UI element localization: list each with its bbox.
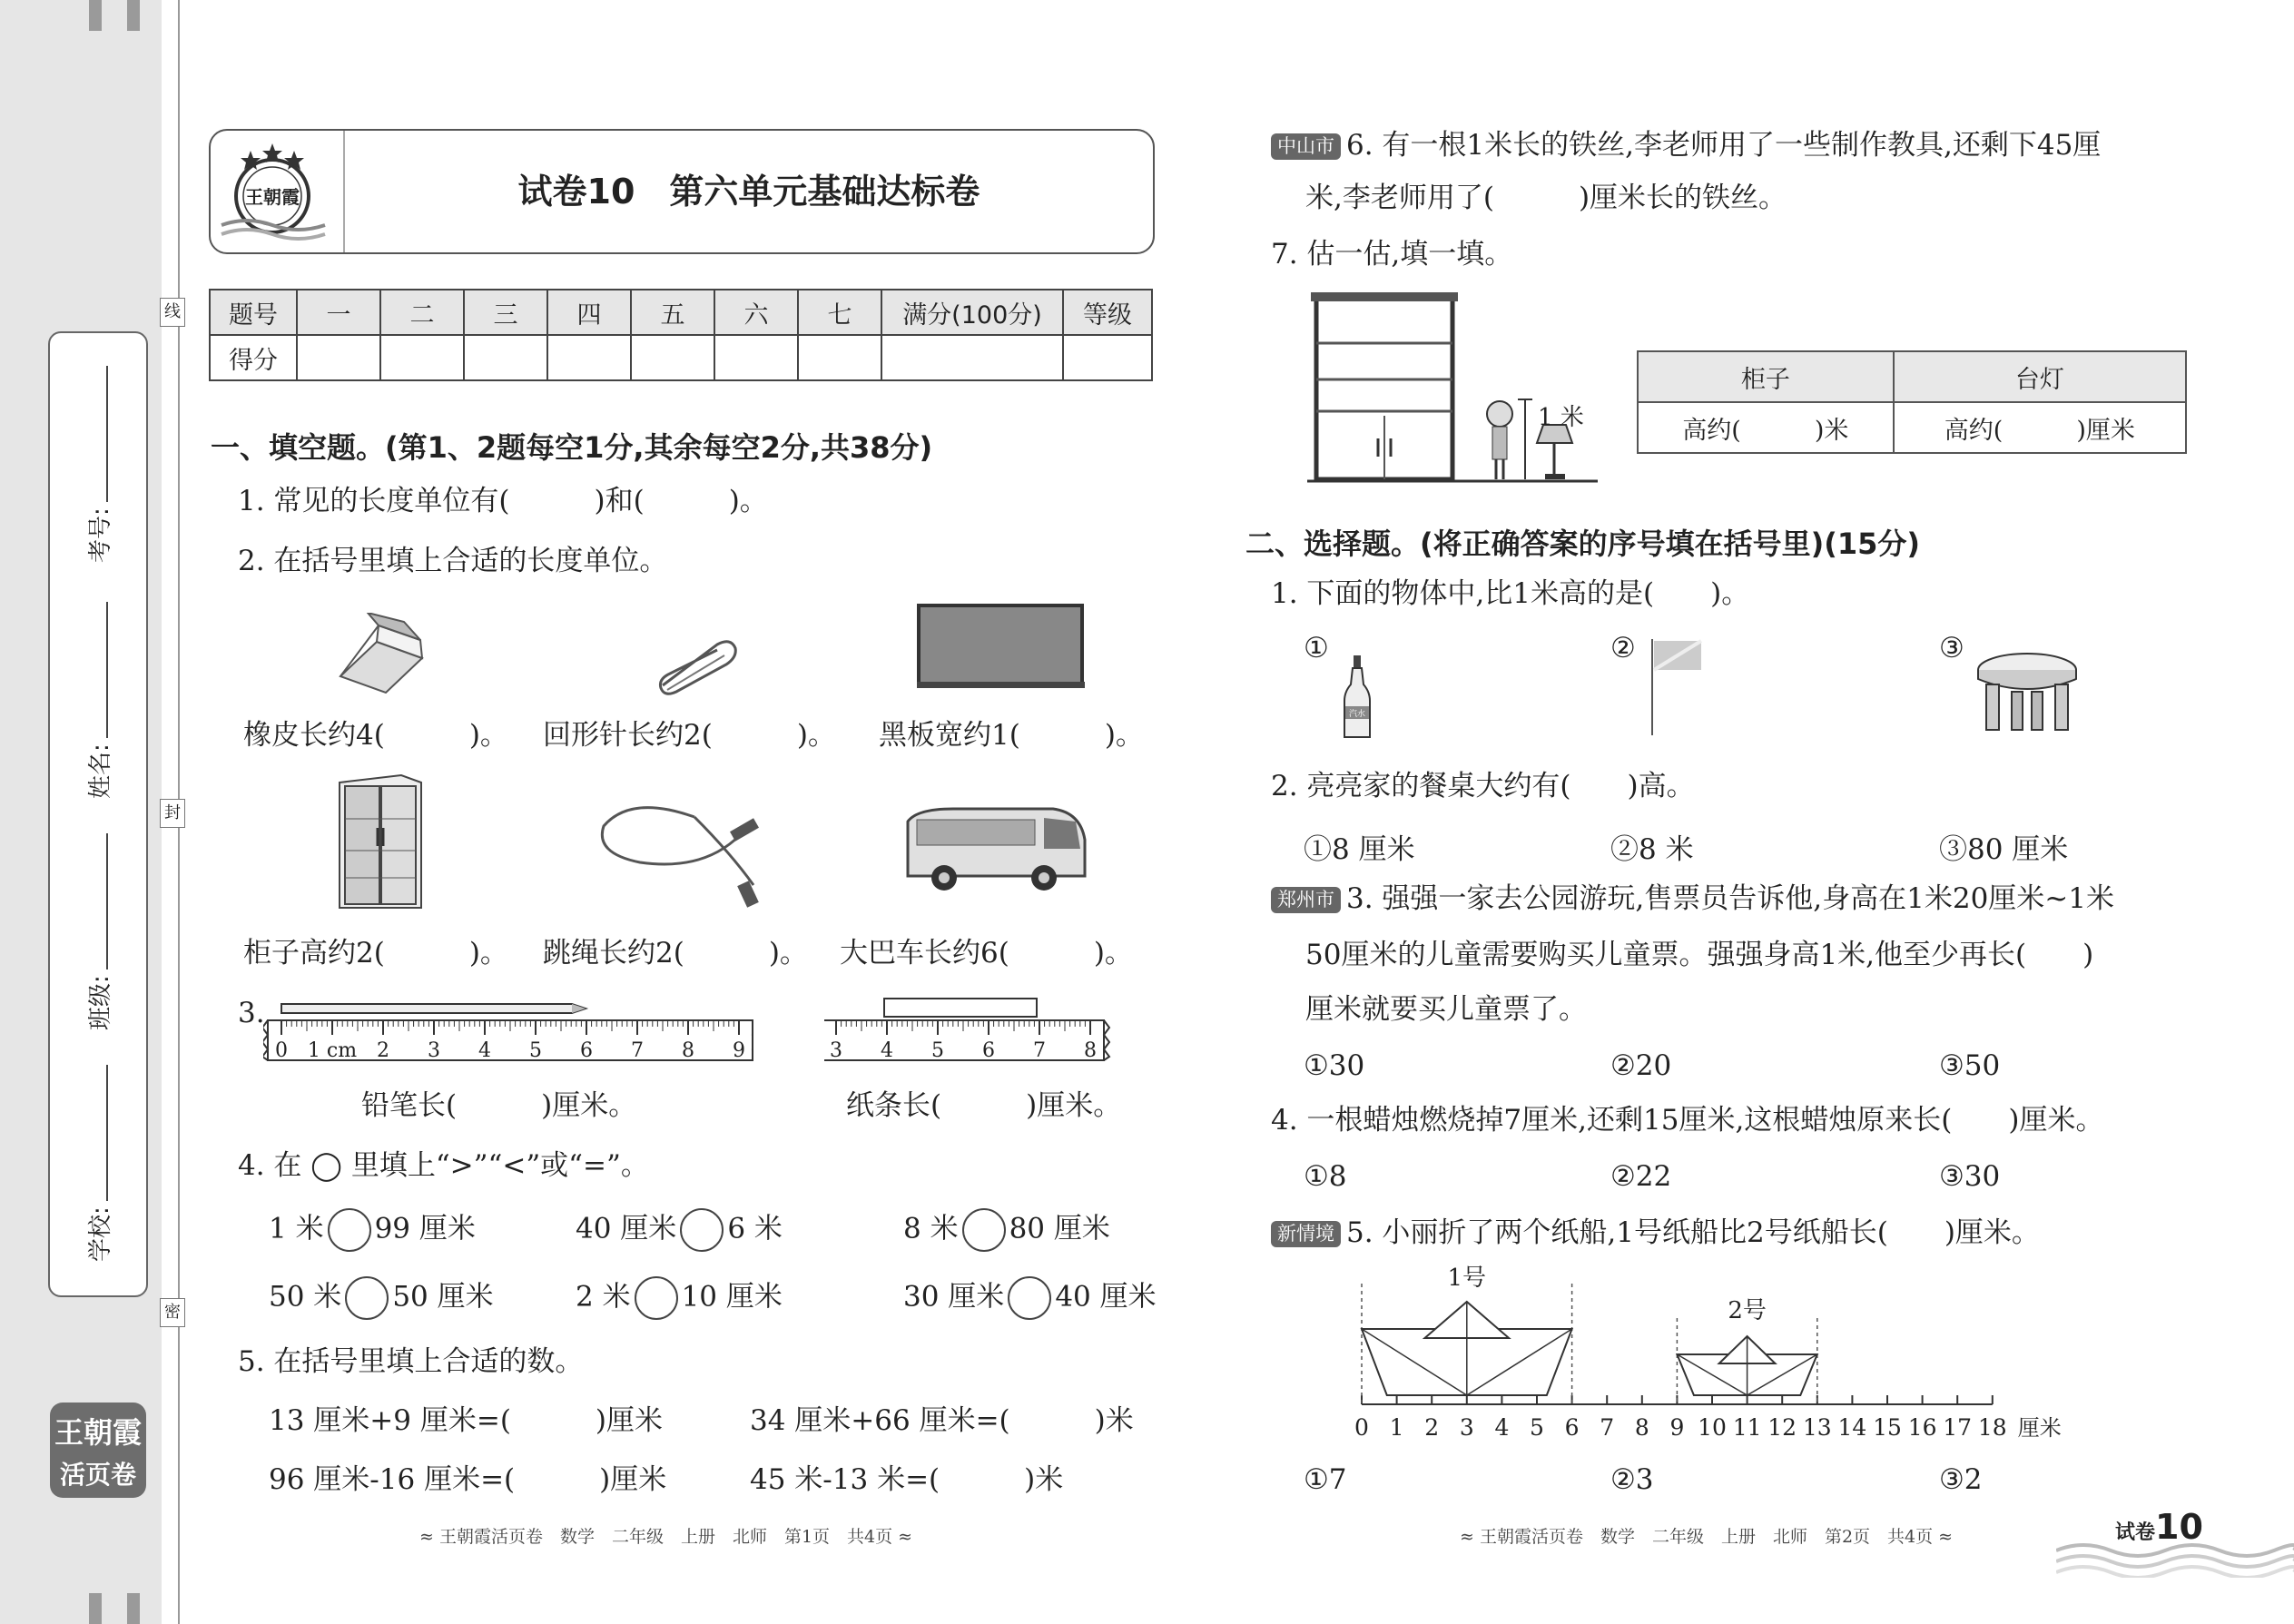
scale-tick-label: 11 xyxy=(1732,1414,1762,1441)
compare-circle[interactable] xyxy=(1008,1276,1051,1320)
s2-q3-region-tag: 郑州市 xyxy=(1271,887,1341,913)
score-header: 四 xyxy=(547,290,631,335)
scale-tick-label: 13 xyxy=(1802,1414,1832,1441)
q2-jump-rope: 跳绳长约2( )。 xyxy=(543,937,808,969)
ruler-1 xyxy=(263,1020,753,1062)
scale-tick-label: 10 xyxy=(1698,1414,1727,1441)
q4-right: 80 厘米 xyxy=(1009,1212,1110,1245)
ruler-tick-label: 7 xyxy=(1033,1039,1046,1062)
s2-q4-opt3[interactable]: ③30 xyxy=(1939,1160,2001,1193)
s2-q3-opt2[interactable]: ②20 xyxy=(1610,1049,1672,1082)
q5-item: 13 厘米+9 厘米=( )厘米 xyxy=(269,1404,664,1437)
ruler-tick-label: 2 xyxy=(377,1039,389,1062)
footer-left: ≈ 王朝霞活页卷 数学 二年级 上册 北师 第1页 共4页 ≈ xyxy=(419,1527,913,1547)
scale-tick-label: 1 xyxy=(1389,1414,1404,1441)
q4-item xyxy=(269,1276,494,1320)
ruler-tick-label: 0 xyxy=(275,1039,288,1062)
ruler-tick-label: 9 xyxy=(733,1039,745,1062)
estimate-header: 台灯 xyxy=(1894,351,2186,402)
score-cell[interactable] xyxy=(1063,335,1152,380)
q4-right: 50 厘米 xyxy=(392,1280,494,1314)
s2-q1-opt2[interactable]: ② xyxy=(1610,632,1636,664)
bottom-bar-1 xyxy=(89,1593,102,1624)
scale-tick-label: 15 xyxy=(1873,1414,1902,1441)
logo-icon xyxy=(220,138,338,245)
score-table xyxy=(209,289,1153,381)
score-cell[interactable] xyxy=(714,335,798,380)
s2-q3-opt3[interactable]: ③50 xyxy=(1939,1049,2001,1082)
number-label: 考号: xyxy=(87,507,114,563)
name-field[interactable] xyxy=(82,602,115,799)
q4-left: 40 厘米 xyxy=(576,1212,677,1245)
boat-1-icon xyxy=(1362,1284,1572,1404)
scale-label: 1 米 xyxy=(1538,404,1584,431)
estimate-cell[interactable]: 高约( )米 xyxy=(1638,402,1894,453)
q4-right: 6 米 xyxy=(727,1212,783,1245)
flag-icon xyxy=(1649,637,1703,737)
score-cell[interactable] xyxy=(464,335,547,380)
logo-text: 王朝霞 xyxy=(245,186,300,208)
q4-item xyxy=(269,1208,476,1252)
q4-right: 10 厘米 xyxy=(681,1280,783,1314)
s2-q1-opt3[interactable]: ③ xyxy=(1939,632,1964,664)
s2-q5-opt2[interactable]: ②3 xyxy=(1610,1463,1654,1496)
scale-unit: 厘米 xyxy=(2017,1415,2062,1441)
bus-icon xyxy=(899,803,1089,894)
s2-q4-opt2[interactable]: ②22 xyxy=(1610,1160,1672,1193)
s2-q1-text: 1. 下面的物体中,比1米高的是( )。 xyxy=(1271,577,1750,610)
score-header: 六 xyxy=(714,290,798,335)
ruler-tick-label: 6 xyxy=(580,1039,593,1062)
bottle-label: 汽水 xyxy=(1348,710,1366,719)
top-bar-1 xyxy=(89,0,102,31)
s2-q5-line xyxy=(1271,1216,2040,1250)
seal-char-xian: 线 xyxy=(160,298,185,327)
q4-left: 50 米 xyxy=(269,1280,342,1314)
title-box xyxy=(209,129,1155,254)
bottle-icon xyxy=(1339,654,1375,740)
q3-paper-answer: 纸条长( )厘米。 xyxy=(846,1089,1122,1122)
s2-q3-line2: 50厘米的儿童需要购买儿童票。强强身高1米,他至少再长( ) xyxy=(1305,939,2094,971)
school-label: 学校: xyxy=(87,1206,114,1262)
q4-left: 2 米 xyxy=(576,1280,631,1314)
estimate-cell[interactable]: 高约( )厘米 xyxy=(1894,402,2186,453)
q5-text: 5. 在括号里填上合适的数。 xyxy=(238,1345,584,1378)
s2-q3-line1 xyxy=(1271,882,2114,916)
scale-tick-label: 6 xyxy=(1564,1414,1580,1441)
s2-q2-opt1[interactable]: ①8 厘米 xyxy=(1304,833,1415,866)
boat-2-icon xyxy=(1677,1318,1816,1404)
s2-q4-text: 4. 一根蜡烛燃烧掉7厘米,还剩15厘米,这根蜡烛原来长( )厘米。 xyxy=(1271,1104,2104,1137)
ruler-tick-label: 4 xyxy=(881,1039,893,1062)
scale-tick-label: 12 xyxy=(1767,1414,1797,1441)
brand-badge-line1: 王朝霞 xyxy=(54,1415,142,1450)
compare-circle[interactable] xyxy=(962,1208,1006,1252)
q4-item xyxy=(576,1208,783,1252)
s2-q4-opt1[interactable]: ①8 xyxy=(1304,1160,1347,1193)
estimate-header: 柜子 xyxy=(1638,351,1894,402)
score-header: 等级 xyxy=(1063,290,1152,335)
score-cell[interactable] xyxy=(547,335,631,380)
q4-left: 8 米 xyxy=(903,1212,959,1245)
paperclip-icon xyxy=(654,635,744,699)
ruler-1-figure xyxy=(263,997,753,1069)
boat-scale-figure xyxy=(1344,1264,2106,1443)
top-bar-2 xyxy=(127,0,140,31)
section2-title: 二、选择题。(将正确答案的序号填在括号里)(15分) xyxy=(1245,527,1921,561)
s2-q3-text: 3. 强强一家去公园游玩,售票员告诉他,身高在1米20厘米~1米 xyxy=(1346,882,2115,915)
q4-right: 40 厘米 xyxy=(1055,1280,1157,1314)
compare-circle[interactable] xyxy=(345,1276,389,1320)
s2-q3-opt1[interactable]: ①30 xyxy=(1304,1049,1365,1082)
score-header: 七 xyxy=(798,290,881,335)
jump-rope-icon xyxy=(595,799,767,908)
q6-line1 xyxy=(1271,129,2101,162)
girl-head xyxy=(1487,401,1512,427)
school-field[interactable] xyxy=(82,1065,115,1262)
q5-item: 45 米-13 米=( )米 xyxy=(750,1463,1064,1496)
ruler-tick-label: 5 xyxy=(931,1039,944,1062)
scale-tick-label: 5 xyxy=(1530,1414,1544,1441)
score-cell[interactable] xyxy=(881,335,1063,380)
score-header: 满分(100分) xyxy=(881,290,1063,335)
q2-cabinet: 柜子高约2( )。 xyxy=(243,937,508,969)
pencil-icon xyxy=(281,1004,586,1013)
q5-item: 96 厘米-16 厘米=( )厘米 xyxy=(269,1463,667,1496)
ruler-tick-label: 6 xyxy=(982,1039,995,1062)
q2-bus: 大巴车长约6( )。 xyxy=(840,937,1133,969)
girl-body xyxy=(1492,427,1507,459)
paper-label: 试卷 xyxy=(2115,1521,2156,1544)
score-cell[interactable] xyxy=(798,335,881,380)
seal-char-mi: 密 xyxy=(160,1298,185,1327)
q4-text: 4. 在 ◯ 里填上“>”“<”或“=”。 xyxy=(238,1149,649,1182)
q2-eraser: 橡皮长约4( )。 xyxy=(243,719,508,752)
brand-badge xyxy=(50,1403,146,1498)
bottom-bar-2 xyxy=(127,1593,140,1624)
q6-region-tag: 中山市 xyxy=(1271,133,1341,160)
score-header: 题号 xyxy=(210,290,297,335)
ruler-tick-label: 3 xyxy=(428,1039,440,1062)
s2-q2-opt3[interactable]: ③80 厘米 xyxy=(1939,833,2069,866)
ruler-tick-label: 1 cm xyxy=(307,1039,358,1062)
q4-item xyxy=(903,1276,1157,1320)
brand-badge-line2: 活页卷 xyxy=(59,1460,136,1490)
compare-circle[interactable] xyxy=(680,1208,724,1252)
name-label: 姓名: xyxy=(87,743,114,799)
q3-pencil-answer: 铅笔长( )厘米。 xyxy=(361,1089,637,1122)
scale-tick-label: 3 xyxy=(1459,1414,1474,1441)
scale-tick-label: 7 xyxy=(1600,1414,1615,1441)
q3-number: 3. xyxy=(238,997,265,1029)
score-cell[interactable] xyxy=(297,335,380,380)
s2-q5-opt1[interactable]: ①7 xyxy=(1304,1463,1347,1496)
score-row-label: 得分 xyxy=(210,335,297,380)
q4-right: 99 厘米 xyxy=(374,1212,476,1245)
score-cell[interactable] xyxy=(631,335,714,380)
class-field[interactable] xyxy=(82,833,115,1030)
cabinet-icon xyxy=(338,773,424,910)
eraser-icon xyxy=(331,613,431,704)
scale-tick-label: 18 xyxy=(1977,1414,2007,1441)
paper-strip xyxy=(884,999,1037,1017)
compare-circle[interactable] xyxy=(328,1208,371,1252)
seal-char-feng: 封 xyxy=(160,799,185,828)
boat-1-label: 1号 xyxy=(1447,1265,1487,1292)
scale-tick-label: 14 xyxy=(1837,1414,1867,1441)
compare-circle[interactable] xyxy=(635,1276,678,1320)
q4-left: 30 厘米 xyxy=(903,1280,1005,1314)
class-label: 班级: xyxy=(87,975,114,1030)
paper-number: 10 xyxy=(2155,1507,2203,1547)
q2-blackboard: 黑板宽约1( )。 xyxy=(879,719,1144,752)
scale-tick-label: 8 xyxy=(1634,1414,1649,1441)
scale-tick-label: 9 xyxy=(1669,1414,1685,1441)
q1-text: 1. 常见的长度单位有( )和( )。 xyxy=(238,485,768,517)
score-row xyxy=(210,335,1152,380)
ruler-tick-label: 4 xyxy=(478,1039,491,1062)
ruler-tick-label: 3 xyxy=(830,1039,842,1062)
boat-2-label: 2号 xyxy=(1728,1297,1767,1324)
score-header-row xyxy=(210,290,1152,335)
s2-q2-opt2[interactable]: ②8 米 xyxy=(1610,833,1694,866)
q2-paperclip: 回形针长约2( )。 xyxy=(543,719,836,752)
page-title: 试卷10 第六单元基础达标卷 xyxy=(517,172,980,212)
ruler-tick-label: 8 xyxy=(1084,1039,1097,1062)
q4-item xyxy=(903,1208,1110,1252)
s2-q1-opt1[interactable]: ① xyxy=(1304,632,1329,664)
ruler-tick-label: 8 xyxy=(682,1039,694,1062)
q6-line2: 米,李老师用了( )厘米长的铁丝。 xyxy=(1305,182,1787,214)
stool-icon xyxy=(1975,645,2080,735)
score-header: 五 xyxy=(631,290,714,335)
ruler-tick-label: 5 xyxy=(529,1039,542,1062)
s2-q5-context-tag: 新情境 xyxy=(1271,1221,1341,1247)
blackboard-icon xyxy=(917,604,1085,690)
s2-q5-text: 5. 小丽折了两个纸船,1号纸船比2号纸船长( )厘米。 xyxy=(1346,1216,2040,1249)
ruler-2 xyxy=(824,1020,1109,1062)
footer-right: ≈ 王朝霞活页卷 数学 二年级 上册 北师 第2页 共4页 ≈ xyxy=(1460,1527,1954,1547)
score-header: 一 xyxy=(297,290,380,335)
paper-number-badge xyxy=(2115,1507,2203,1547)
scale-tick-label: 16 xyxy=(1907,1414,1937,1441)
scale-tick-label: 17 xyxy=(1943,1414,1973,1441)
q4-left: 1 米 xyxy=(269,1212,324,1245)
s2-q3-line3: 厘米就要买儿童票了。 xyxy=(1305,993,1587,1026)
estimate-table xyxy=(1637,350,2187,454)
score-header: 三 xyxy=(464,290,547,335)
score-cell[interactable] xyxy=(380,335,464,380)
s2-q5-opt3[interactable]: ③2 xyxy=(1939,1463,1983,1496)
number-field[interactable] xyxy=(82,366,115,563)
q6-text: 6. 有一根1米长的铁丝,李老师用了一些制作教具,还剩下45厘 xyxy=(1346,129,2102,162)
q7-title: 7. 估一估,填一填。 xyxy=(1271,238,1513,271)
section1-title: 一、填空题。(第1、2题每空1分,其余每空2分,共38分) xyxy=(211,430,933,465)
score-header: 二 xyxy=(380,290,464,335)
q4-item xyxy=(576,1276,783,1320)
shelf-scene-icon xyxy=(1307,289,1598,490)
ruler-tick-label: 7 xyxy=(631,1039,644,1062)
scale-tick-label: 0 xyxy=(1354,1414,1369,1441)
scale-tick-label: 2 xyxy=(1424,1414,1440,1441)
ruler-2-figure xyxy=(824,997,1124,1069)
q2-text: 2. 在括号里填上合适的长度单位。 xyxy=(238,545,668,577)
scale-tick-label: 4 xyxy=(1494,1414,1510,1441)
s2-q2-text: 2. 亮亮家的餐桌大约有( )高。 xyxy=(1271,770,1695,802)
q5-item: 34 厘米+66 厘米=( )米 xyxy=(750,1404,1134,1437)
